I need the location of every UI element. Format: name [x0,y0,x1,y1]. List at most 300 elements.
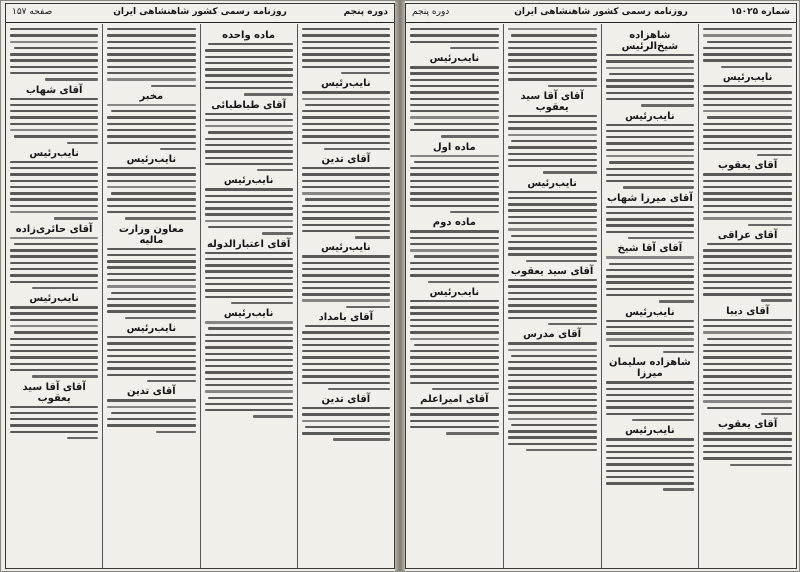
text-line [450,47,499,49]
text-line [205,213,293,215]
text-line [606,326,695,328]
text-line [606,281,695,283]
text-line [508,121,597,123]
text-line [10,116,98,118]
text-line [302,420,390,422]
text-line [703,123,792,125]
text-line [703,394,792,396]
text-line [703,180,792,182]
text-line [355,236,390,238]
text-line [208,327,293,329]
text-line [302,59,390,61]
text-line [606,54,695,56]
speaker-heading: آقای یعقوب [717,160,778,172]
text-line [410,262,499,264]
text-line [10,173,98,175]
text-line [10,268,98,270]
text-line [703,104,792,106]
text-line [703,438,792,440]
text-line [410,312,499,314]
speaker-heading: ماده اول [432,141,476,153]
text-line [606,155,695,157]
text-line [302,129,390,131]
text-line [410,173,499,175]
text-line [703,432,792,434]
text-line [208,397,293,399]
text-line [147,380,196,382]
text-line [410,192,499,194]
text-line [107,78,195,80]
text-line [609,345,694,347]
speaker-heading: شاهزاده سلیمان میرزا [609,357,691,380]
text-line [606,212,695,214]
text-line [508,443,597,445]
text-line [10,249,98,251]
text-line [410,110,499,112]
speaker-heading: شاهزاده شیخ‌الرئیس [621,30,679,52]
text-line [511,140,596,142]
text-line [107,198,195,200]
text-line [606,457,695,459]
text-line [508,317,597,319]
header-volume-label: دوره پنجم [412,7,450,17]
text-line [10,312,98,314]
text-line [511,424,596,426]
text-line [410,104,499,106]
text-line [508,247,597,249]
text-line [205,87,293,89]
text-line [67,142,98,144]
text-line [703,287,792,289]
text-line [205,81,293,83]
text-line [302,41,390,43]
text-line [107,273,195,275]
text-line [302,356,390,358]
text-line [508,59,597,61]
text-line [14,47,99,49]
text-line [410,167,499,169]
text-line [10,53,98,55]
text-line [302,338,390,340]
text-line [151,85,195,87]
text-line [302,281,390,283]
paragraph-block [10,161,98,220]
paragraph-block [205,43,293,96]
paragraph-block [10,406,98,440]
text-line [10,161,98,163]
text-line [721,66,792,68]
speaker-heading: نایب‌رئیس [625,110,675,122]
text-line [508,418,597,420]
text-line [703,255,792,257]
paragraph-block [606,438,695,491]
text-line [302,224,390,226]
speaker-heading: ماده واحده [222,30,276,41]
text-line [205,296,293,298]
text-line [205,201,293,203]
paragraph-block [606,124,695,189]
text-line [205,283,293,285]
text-line [111,412,196,414]
text-line [606,142,695,144]
text-line [508,153,597,155]
speaker-heading: ماده دوم [432,217,476,229]
text-line [107,310,195,312]
text-line [761,413,792,415]
text-line [205,359,293,361]
text-line [10,325,98,327]
text-line [302,123,390,125]
text-line [703,363,792,365]
paragraph-block [10,28,98,81]
text-line [663,351,694,353]
text-line [302,363,390,365]
speaker-heading: آقای آقا سید یعقوب [22,381,86,404]
text-line [107,41,195,43]
text-line [107,211,195,213]
text-line [508,47,597,49]
text-line [508,304,597,306]
text-line [703,375,792,377]
paragraph-block [410,407,499,435]
paragraph-block [107,104,195,150]
text-line [511,34,596,36]
text-line [414,161,499,163]
text-line [205,62,293,64]
text-line [703,382,792,384]
text-line [302,293,390,295]
text-column [601,24,699,568]
text-line [305,198,390,200]
text-line [205,207,293,209]
text-line [111,192,196,194]
text-line [410,363,499,365]
text-line [205,258,293,260]
page-gutter [395,1,405,571]
text-line [703,192,792,194]
text-line [302,205,390,207]
text-column [503,24,601,568]
text-line [302,142,390,144]
paragraph-block [703,28,792,68]
speaker-heading: نایب‌رئیس [527,177,577,189]
text-line [302,274,390,276]
paragraph-block [508,279,597,325]
text-line [703,53,792,55]
paragraph-block [10,237,98,290]
text-line [609,161,694,163]
paragraph-block [606,381,695,421]
paragraph-block [410,66,499,137]
paragraph-block [302,91,390,150]
text-line [107,173,195,175]
text-column [102,24,199,568]
text-line [205,220,293,222]
text-line [410,230,499,232]
text-line [410,319,499,321]
text-line [107,399,195,401]
text-line [508,159,597,161]
speaker-heading: آقای تدین [321,394,371,406]
text-line [205,163,293,165]
text-line [606,136,695,138]
text-line [302,262,390,264]
paragraph-block [107,336,195,382]
text-line [703,34,792,36]
text-line [703,205,792,207]
text-line [205,365,293,367]
text-line [67,437,98,439]
text-line [10,59,98,61]
text-line [205,49,293,51]
text-line [10,344,98,346]
text-line [606,406,695,408]
text-line [703,59,792,61]
text-line [302,180,390,182]
text-line [410,274,499,276]
text-line [511,355,596,357]
speaker-heading: آقای تدین [127,386,176,398]
text-line [606,98,695,100]
text-line [10,363,98,365]
text-line [703,331,792,333]
text-line [508,411,597,413]
text-line [410,79,499,81]
text-line [107,34,195,36]
speaker-heading: نایب‌رئیس [321,242,371,254]
header-issue-number: شماره ۱۵۰۲۵ [730,7,790,17]
text-line [205,334,293,336]
text-column [698,24,796,568]
text-line [205,270,293,272]
text-line [302,47,390,49]
text-line [410,116,499,118]
right-page [405,3,797,569]
text-line [10,180,98,182]
text-line [302,268,390,270]
text-line [107,135,195,137]
text-line [160,148,195,150]
text-line [703,369,792,371]
paragraph-block [302,407,390,441]
paragraph-block [302,167,390,238]
text-line [205,346,293,348]
text-line [10,262,98,264]
text-line [10,34,98,36]
speaker-heading: آقای تدین [321,154,371,166]
text-line [208,131,293,133]
text-line [302,186,390,188]
text-line [302,407,390,409]
text-line [107,254,195,256]
text-line [205,340,293,342]
text-line [205,390,293,392]
speaker-heading: آقای عراقی [717,229,778,241]
text-line [606,224,695,226]
text-line [107,367,195,369]
text-line [410,300,499,302]
text-line [156,431,196,433]
text-line [606,85,695,87]
paragraph-block [703,319,792,416]
text-line [606,320,695,322]
speaker-heading: آقای یعقوب [717,419,778,431]
text-line [14,135,99,137]
paragraph-block [302,28,390,74]
text-line [302,287,390,289]
paragraph-block [205,113,293,172]
speaker-heading: آقای بامداد [318,311,374,323]
text-line [703,217,792,219]
speaker-heading: آقای آقا سید یعقوب [520,90,584,113]
text-line [205,125,293,127]
text-line [302,230,390,232]
text-line [302,28,390,30]
speaker-heading: آقای شهاب [25,84,83,96]
text-line [302,192,390,194]
text-line [305,426,390,428]
text-line [10,431,98,433]
text-line [302,135,390,137]
text-line [703,249,792,251]
text-line [107,180,195,182]
text-line [410,413,499,415]
speaker-heading: آقای حائری‌زاده [15,223,93,235]
text-line [703,325,792,327]
text-line [526,449,597,451]
text-line [606,338,695,340]
paragraph-block [410,155,499,214]
text-line [10,41,98,43]
text-line [703,344,792,346]
text-line [125,217,196,219]
column-set [6,24,394,568]
paragraph-block [606,256,695,302]
text-line [262,232,293,234]
text-line [606,445,695,447]
text-line [508,342,597,344]
text-line [703,350,792,352]
text-line [10,237,98,239]
text-line [703,319,792,321]
text-line [606,400,695,402]
text-line [111,110,196,112]
text-line [606,269,695,271]
text-line [328,388,390,390]
speaker-heading: نایب‌رئیس [722,71,773,83]
speaker-heading: آقای سید یعقوب [510,266,594,277]
paragraph-block [302,325,390,390]
text-line [302,173,390,175]
text-line [606,451,695,453]
text-line [208,43,293,45]
text-line [606,218,695,220]
text-line [410,205,499,207]
paragraph-block [410,300,499,390]
text-line [10,28,98,30]
text-line [410,186,499,188]
text-line [508,310,597,312]
text-line [231,302,293,304]
text-line [508,146,597,148]
speaker-heading: نایب‌رئیس [625,306,675,318]
text-line [432,388,499,390]
text-line [508,216,597,218]
text-line [508,28,597,30]
text-line [606,470,695,472]
speaker-heading: نایب‌رئیس [29,293,79,305]
text-line [302,382,390,384]
text-line [32,375,98,377]
text-line [508,361,597,363]
text-line [410,426,499,428]
text-line [107,167,195,169]
text-line [508,209,597,211]
text-line [107,53,195,55]
text-line [609,263,694,265]
text-line [205,144,293,146]
text-line [623,186,694,188]
paragraph-block [508,28,597,87]
text-line [508,241,597,243]
text-line [205,321,293,323]
text-line [10,338,98,340]
text-line [703,173,792,175]
text-line [305,325,390,327]
paragraph-block [508,115,597,174]
text-line [703,451,792,453]
text-line [107,266,195,268]
text-line [410,249,499,251]
text-line [508,367,597,369]
text-line [10,129,98,131]
text-line [410,66,499,68]
text-line [10,255,98,257]
text-line [508,253,597,255]
text-line [10,281,98,283]
text-line [410,129,499,131]
header-page-number: صفحه ۱۵۷ [12,7,53,17]
text-line [441,135,499,137]
text-line [508,393,597,395]
text-line [107,260,195,262]
text-line [253,415,293,417]
text-line [302,98,390,100]
paragraph-block [107,28,195,87]
text-line [10,306,98,308]
paragraph-block [410,28,499,49]
speaker-heading: آقای اعتبارالدوله [206,238,291,250]
page-header [6,4,394,23]
text-line [606,463,695,465]
text-line [10,350,98,352]
paragraph-block [703,432,792,466]
text-line [205,157,293,159]
text-line [107,248,195,250]
paragraph-block [508,191,597,262]
text-line [205,188,293,190]
text-line [302,167,390,169]
text-line [526,260,597,262]
text-line [302,413,390,415]
speaker-heading: آقای مدرس [523,329,582,341]
paragraph-block [205,252,293,305]
text-column [200,24,297,568]
text-line [302,91,390,93]
text-line [508,380,597,382]
speaker-heading: آقای میرزا شهاب [606,192,693,204]
text-line [10,123,98,125]
